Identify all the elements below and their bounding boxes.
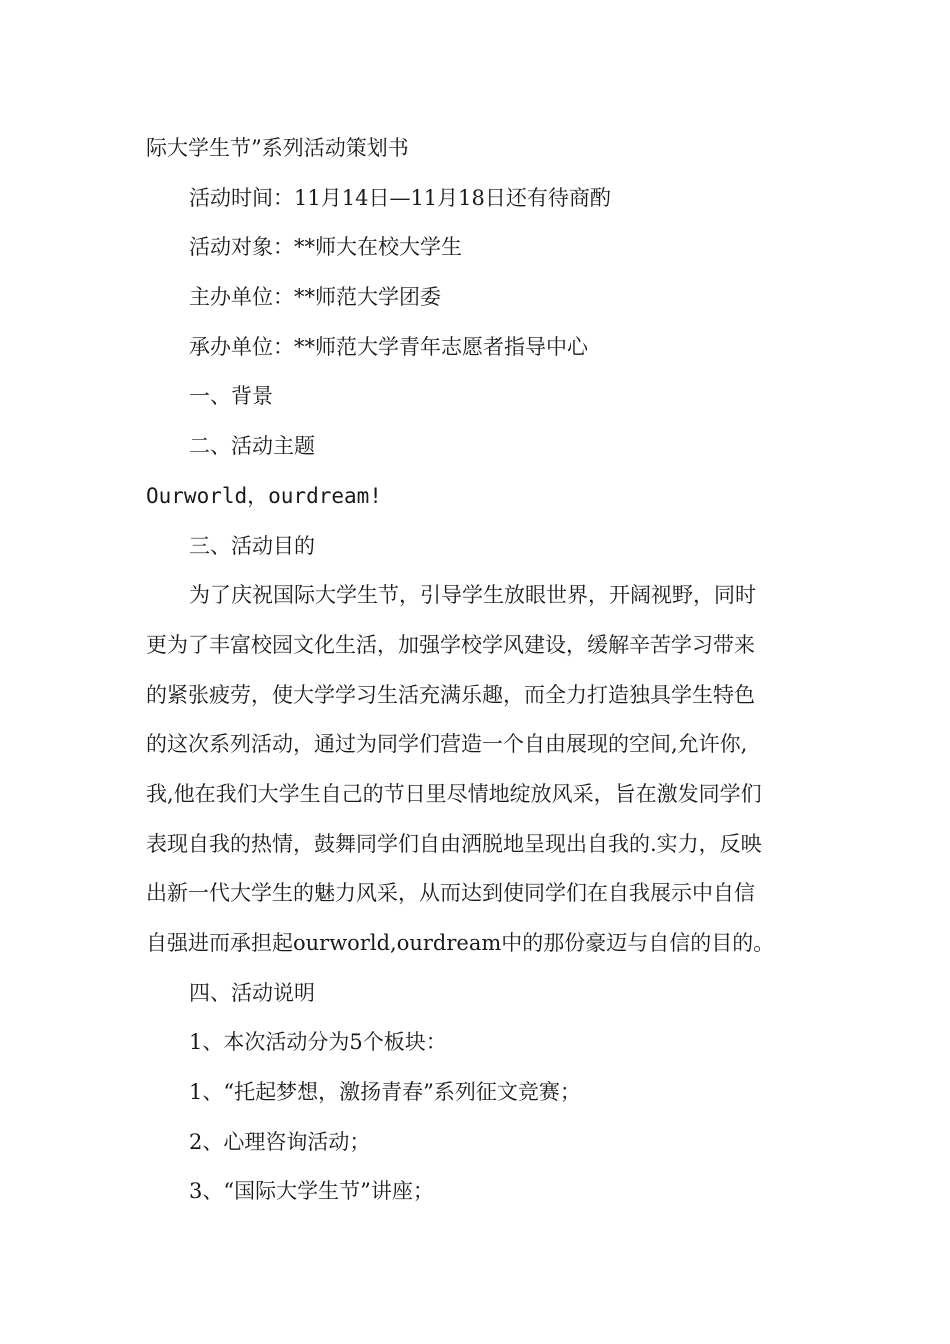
paragraph-line: 更为了丰富校园文化生活，加强学校学风建设，缓解辛苦学习带来 — [146, 632, 755, 657]
paragraph-line: 的紧张疲劳，使大学学习生活充满乐趣，而全力打造独具学生特色 — [146, 682, 755, 707]
document-line: 活动对象：**师大在校大学生 — [189, 235, 462, 260]
document-line: 主办单位：**师范大学团委 — [189, 285, 441, 310]
paragraph-line: 我,他在我们大学生自己的节日里尽情地绽放风采，旨在激发同学们 — [146, 781, 762, 806]
paragraph-line: 为了庆祝国际大学生节，引导学生放眼世界，开阔视野，同时 — [189, 583, 756, 608]
document-line: 活动时间：11月14日—11月18日还有待商酌 — [189, 185, 611, 210]
list-item: 1、“托起梦想，激扬青春”系列征文竞赛； — [189, 1080, 581, 1105]
paragraph-line: 的这次系列活动，通过为同学们营造一个自由展现的空间,允许你, — [146, 732, 748, 757]
paragraph-line: 表现自我的热情，鼓舞同学们自由洒脱地呈现出自我的.实力，反映 — [146, 831, 762, 856]
paragraph-line: 出新一代大学生的魅力风采，从而达到使同学们在自我展示中自信 — [146, 881, 755, 906]
paragraph-line: 自强进而承担起ourworld,ourdream中的那份豪迈与自信的目的。 — [146, 931, 775, 955]
section-heading: 三、活动目的 — [189, 533, 315, 558]
section-heading: 一、背景 — [189, 384, 273, 409]
list-item: 1、本次活动分为5个板块： — [189, 1030, 447, 1055]
section-heading: 四、活动说明 — [189, 980, 315, 1005]
document-line: 际大学生节”系列活动策划书 — [146, 136, 409, 160]
list-item: 3、“国际大学生节”讲座； — [189, 1179, 434, 1204]
document-line: 承办单位：**师范大学青年志愿者指导中心 — [189, 334, 588, 359]
document-body — [146, 124, 810, 1217]
section-heading: 二、活动主题 — [189, 434, 315, 459]
list-item: 2、心理咨询活动； — [189, 1129, 371, 1154]
theme-slogan: Ourworld，ourdream! — [146, 483, 382, 508]
